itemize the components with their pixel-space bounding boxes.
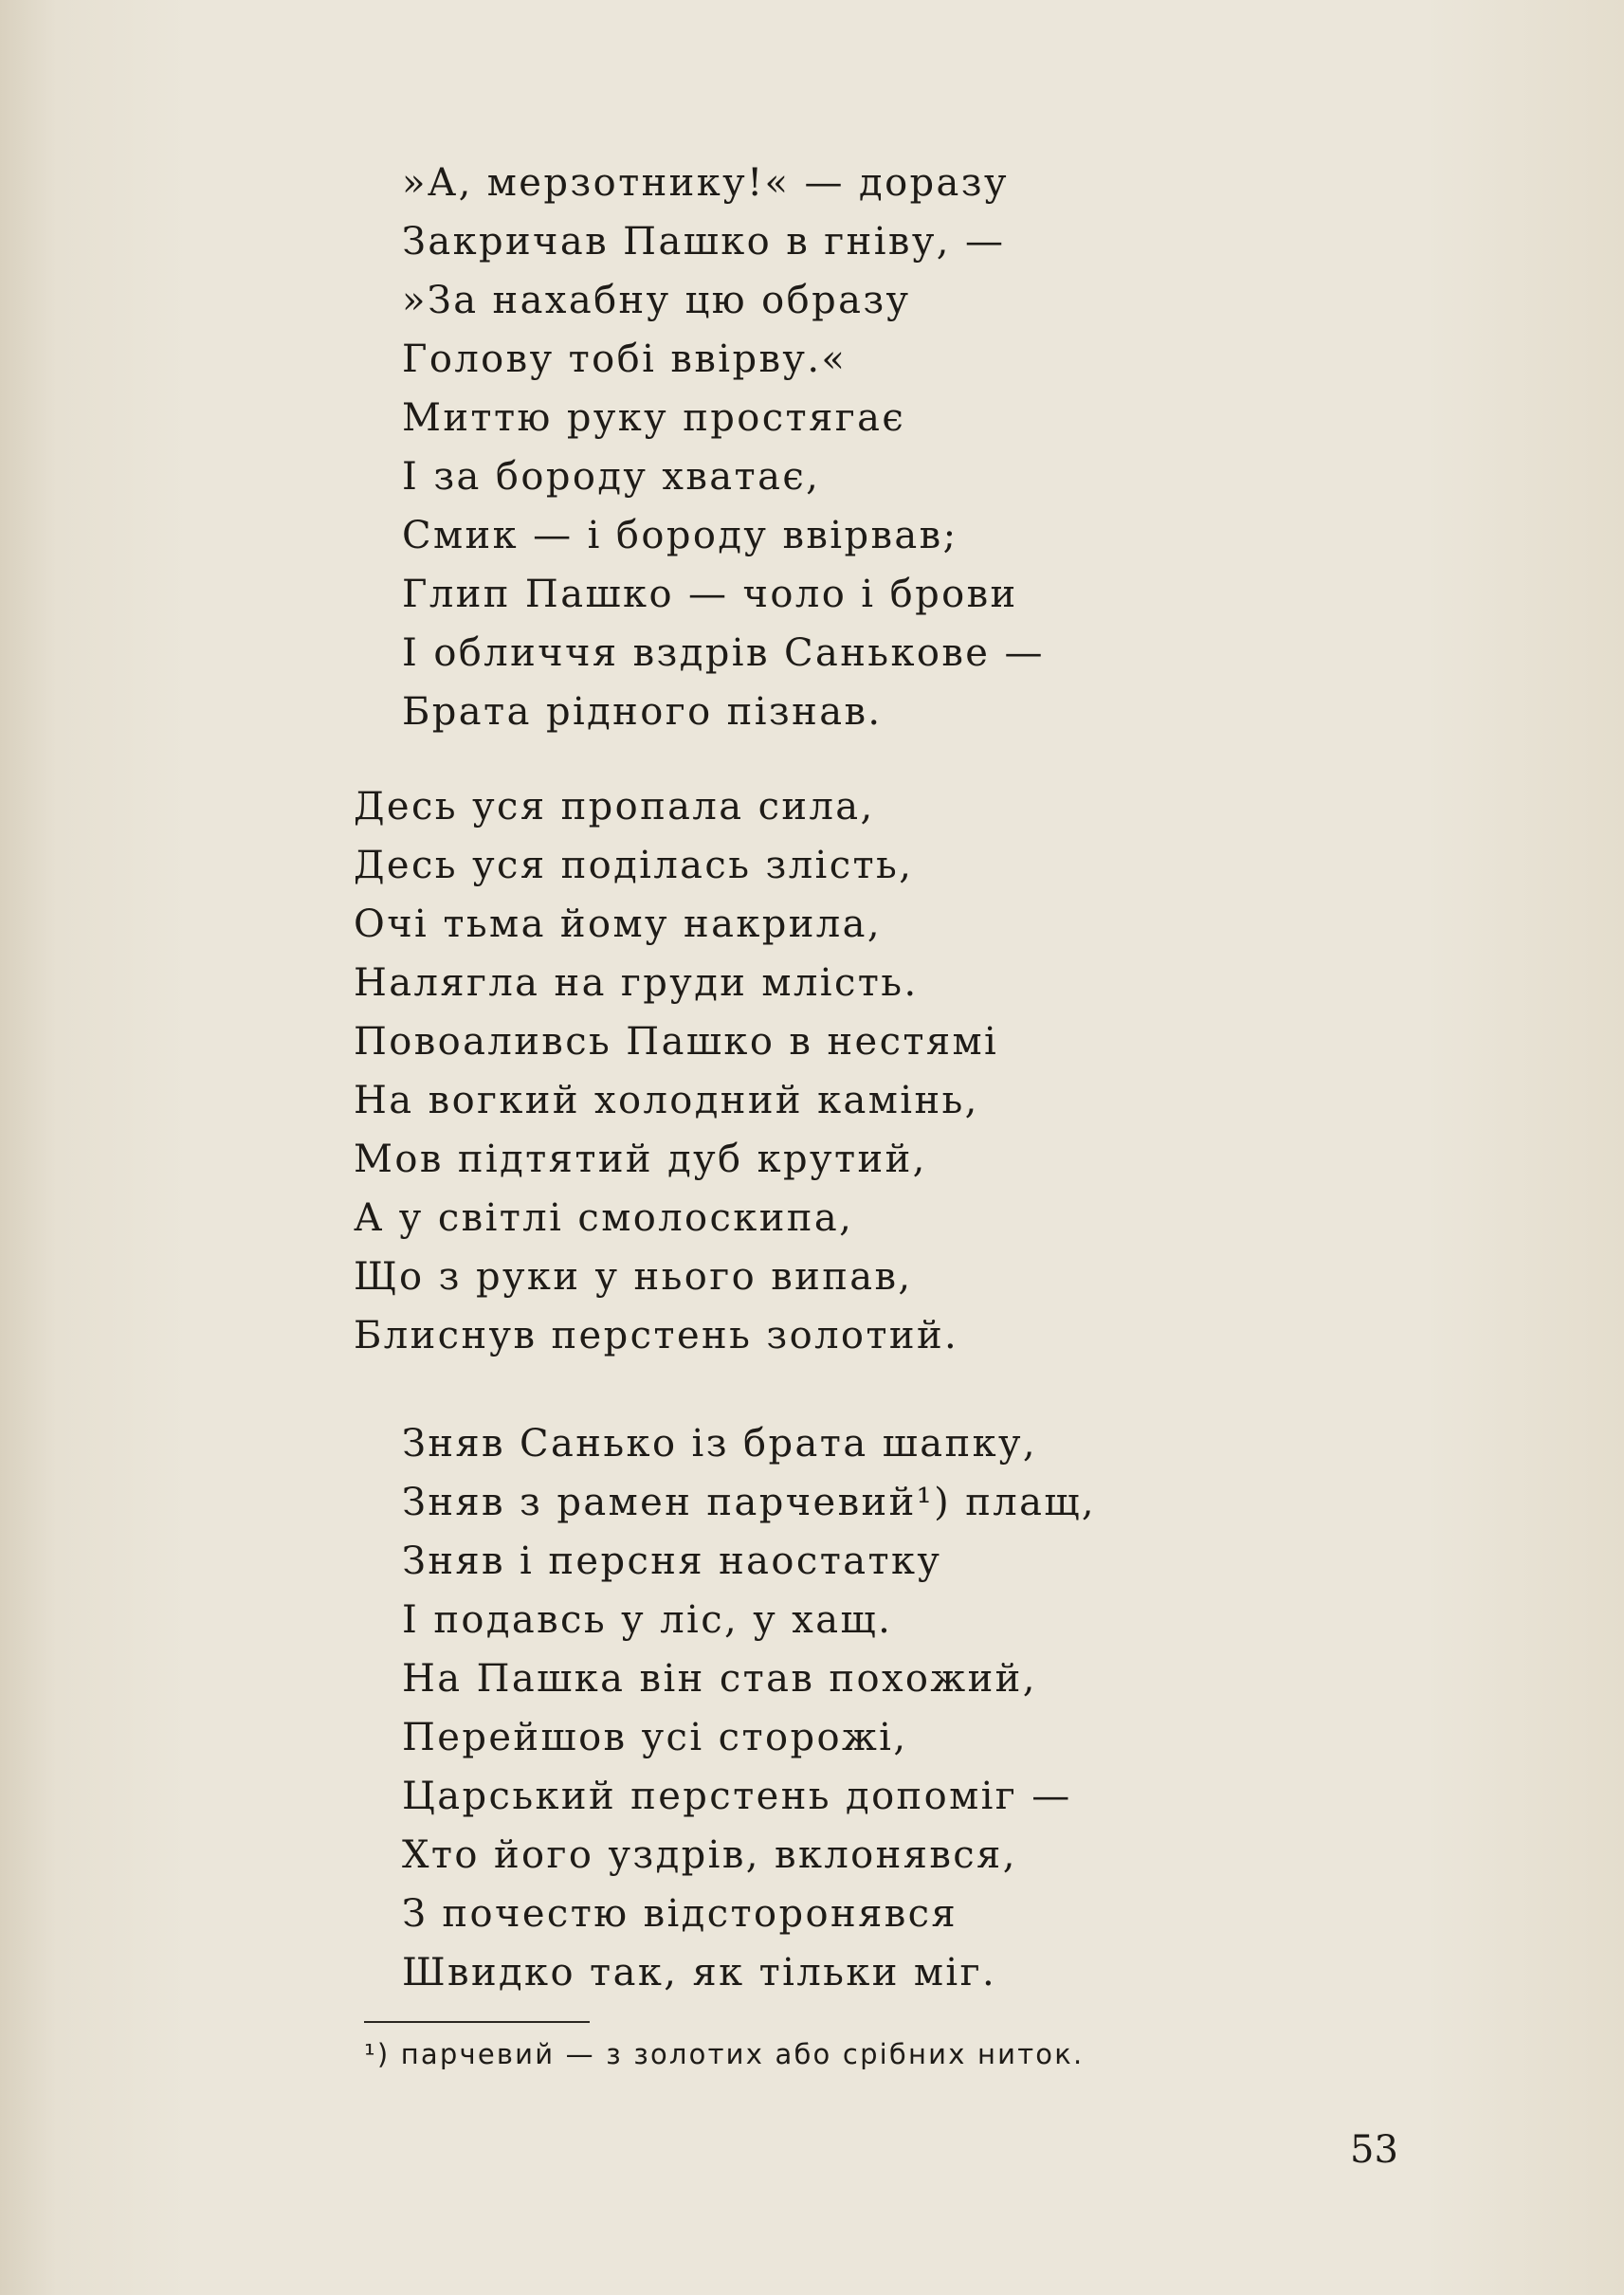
verse-line: »А, мерзотнику!« — доразу (402, 161, 1009, 205)
verse-line: Закричав Пашко в гніву, — (402, 220, 1006, 264)
verse-line: Хто його уздрів, вклонявся, (402, 1833, 1017, 1877)
footnote-divider (364, 2021, 590, 2023)
stanza-2 (354, 777, 998, 1365)
verse-line: Царський перстень допоміг — (402, 1775, 1072, 1818)
verse-line: Десь уся поділась злість, (354, 844, 914, 887)
verse-line: І обличчя вздрів Санькове — (402, 631, 1045, 675)
verse-line: Зняв і персня наостатку (402, 1539, 942, 1583)
verse-line: З почестю відсторонявся (402, 1892, 958, 1936)
verse-line: Глип Пашко — чоло і брови (402, 573, 1018, 616)
verse-line: І подавсь у ліс, у хащ. (402, 1598, 893, 1642)
verse-line: Перейшов усі сторожі, (402, 1716, 908, 1759)
footnote-text: парчевий — з золотих або срібних ниток. (400, 2038, 1085, 2070)
verse-line: »За нахабну цю образу (402, 279, 911, 322)
verse-line: Брата рідного пізнав. (402, 690, 883, 734)
verse-line: Налягла на груди млість. (354, 961, 919, 1005)
verse-line: Десь уся пропала сила, (354, 785, 875, 829)
verse-line: Голову тобі ввірву.« (402, 337, 848, 381)
stanza-1 (402, 154, 1045, 741)
verse-line: На вогкий холодний камінь, (354, 1079, 979, 1122)
verse-line: А у світлі смолоскипа, (354, 1196, 854, 1240)
footnote-marker: ¹) (364, 2038, 391, 2070)
verse-line: Швидко так, як тільки міг. (402, 1951, 997, 1994)
verse-line: Миттю руку простягає (402, 396, 906, 440)
verse-line: Мов підтятий дуб крутий, (354, 1138, 927, 1181)
verse-line: Зняв з рамен парчевий¹) плащ, (402, 1481, 1097, 1524)
verse-line: Очі тьма йому накрила, (354, 902, 882, 946)
verse-line: І за бороду хватає, (402, 455, 821, 499)
verse-line: На Пашка він став похожий, (402, 1657, 1037, 1701)
page-number: 53 (1350, 2128, 1398, 2172)
footnote (364, 2038, 1084, 2070)
stanza-3 (402, 1414, 1096, 2002)
verse-line: Що з руки у нього випав, (354, 1255, 913, 1299)
verse-line: Повоаливсь Пашко в нестямі (354, 1020, 999, 1064)
verse-line: Зняв Санько із брата шапку, (402, 1422, 1038, 1466)
verse-line: Блиснув перстень золотий. (354, 1314, 959, 1357)
verse-line: Смик — і бороду ввірвав; (402, 514, 958, 557)
